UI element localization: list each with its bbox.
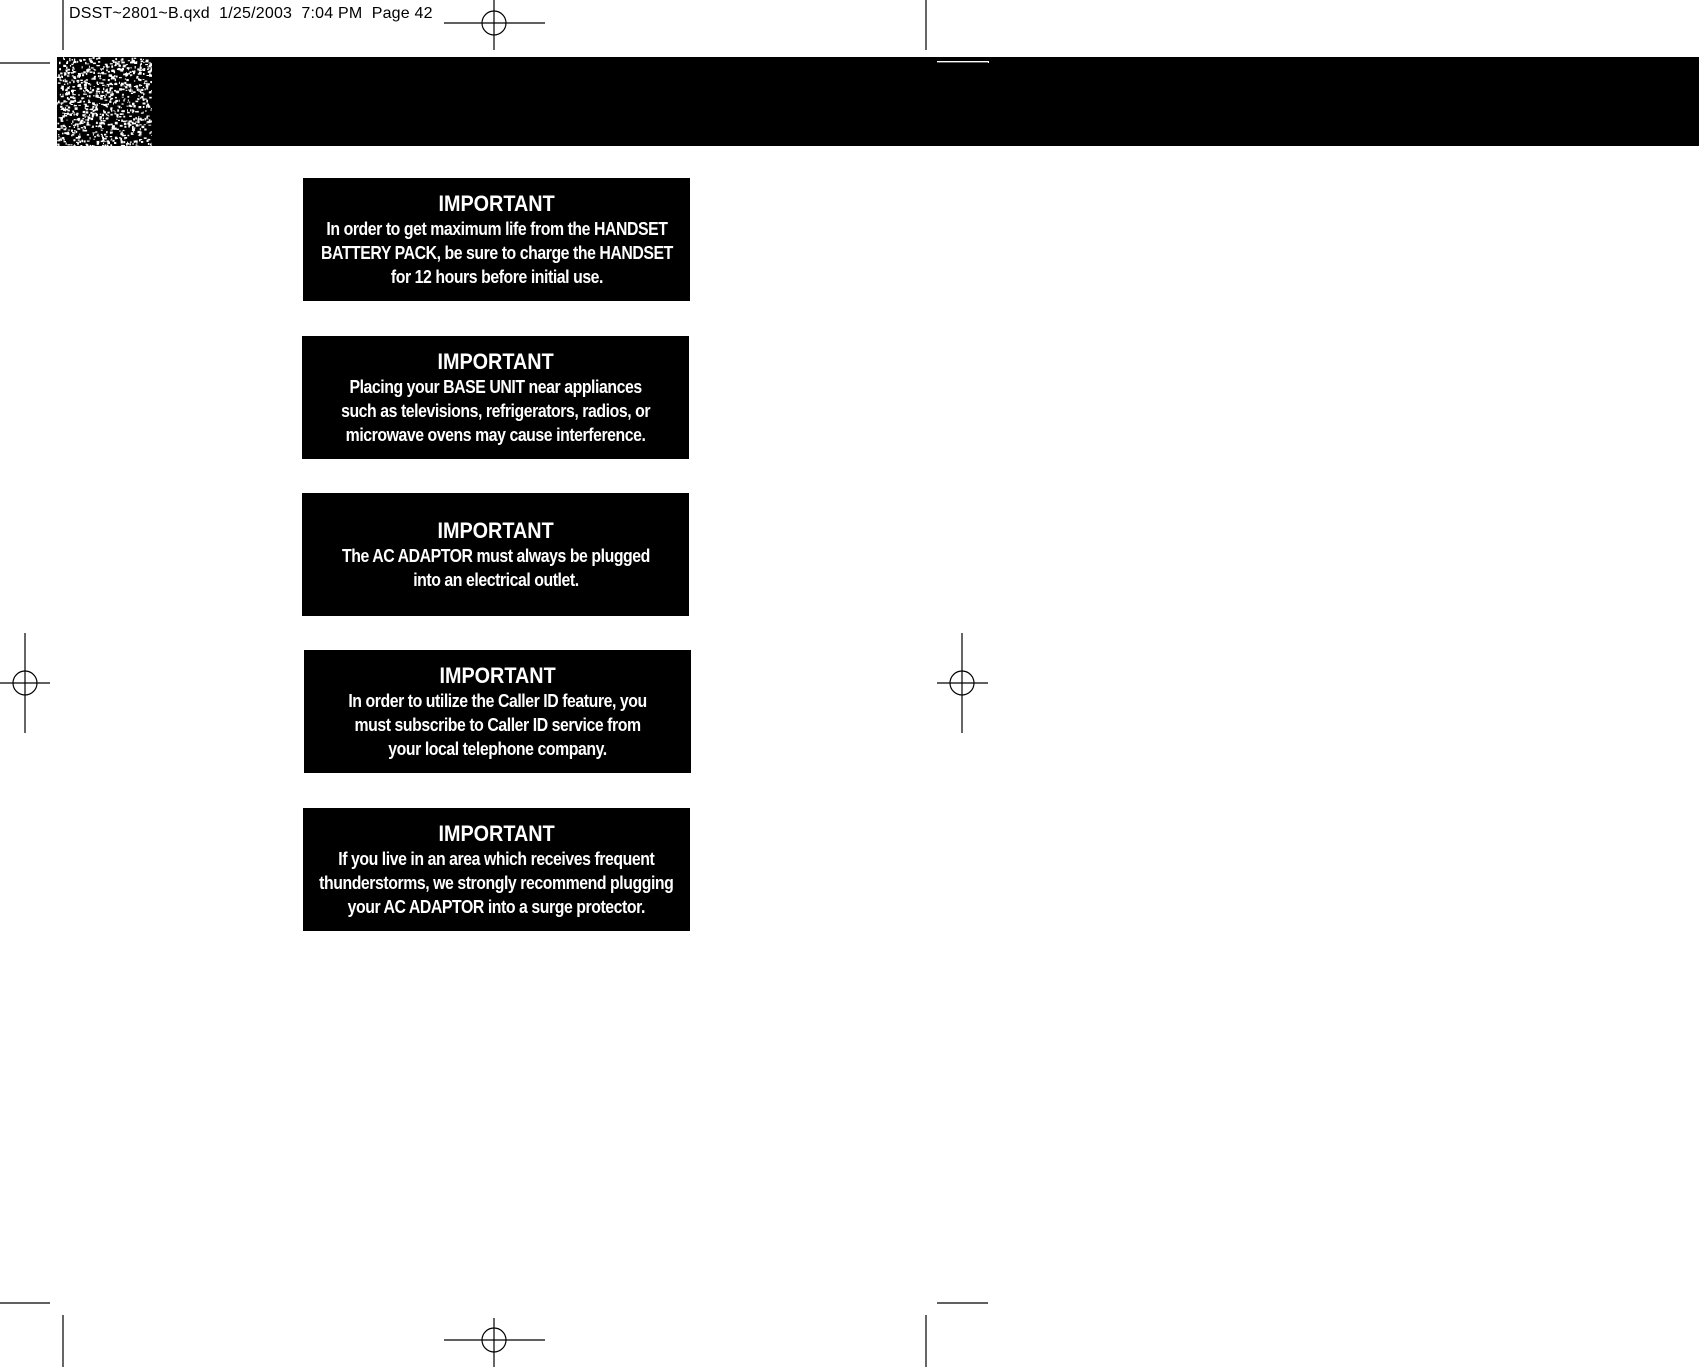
important-notice-interference	[302, 336, 689, 459]
notice-line: your local telephone company.	[388, 738, 607, 759]
notice-line: must subscribe to Caller ID service from	[354, 714, 641, 735]
notice-title: IMPORTANT	[439, 662, 556, 688]
halftone-texture-block	[57, 57, 152, 146]
notice-title: IMPORTANT	[438, 190, 555, 216]
notice-body	[319, 847, 673, 919]
notice-title: IMPORTANT	[438, 820, 555, 846]
notice-line: microwave ovens may cause interference.	[345, 424, 646, 445]
important-notice-ac-adaptor	[302, 493, 689, 616]
notice-line: In order to utilize the Caller ID feature, you	[348, 690, 647, 711]
notice-line: into an electrical outlet.	[412, 569, 579, 590]
notice-body	[348, 689, 646, 761]
notice-line: such as televisions, refrigerators, radios, or	[340, 400, 651, 421]
notice-line: In order to get maximum life from the HANDSET	[325, 218, 668, 239]
notice-line: for 12 hours before initial use.	[390, 266, 603, 287]
notice-title: IMPORTANT	[437, 517, 554, 543]
notice-line: thunderstorms, we strongly recommend plugging	[319, 872, 674, 893]
notice-line: The AC ADAPTOR must always be plugged	[341, 545, 650, 566]
important-notice-surge-protector	[303, 808, 690, 931]
important-notice-caller-id	[304, 650, 691, 773]
notice-line: If you live in an area which receives frequent	[338, 848, 655, 869]
notice-title: IMPORTANT	[437, 348, 554, 374]
file-slug-line: DSST~2801~B.qxd 1/25/2003 7:04 PM Page 42	[69, 5, 433, 22]
notice-body	[341, 375, 650, 447]
notice-body	[342, 544, 650, 592]
important-notice-battery	[303, 178, 690, 301]
notice-line: your AC ADAPTOR into a surge protector.	[347, 896, 646, 917]
notice-line: BATTERY PACK, be sure to charge the HANDSET	[320, 242, 673, 263]
notice-line: Placing your BASE UNIT near appliances	[349, 376, 642, 397]
header-black-bar	[152, 57, 1699, 146]
notice-body	[321, 217, 673, 289]
header-dash-mark	[937, 61, 989, 63]
